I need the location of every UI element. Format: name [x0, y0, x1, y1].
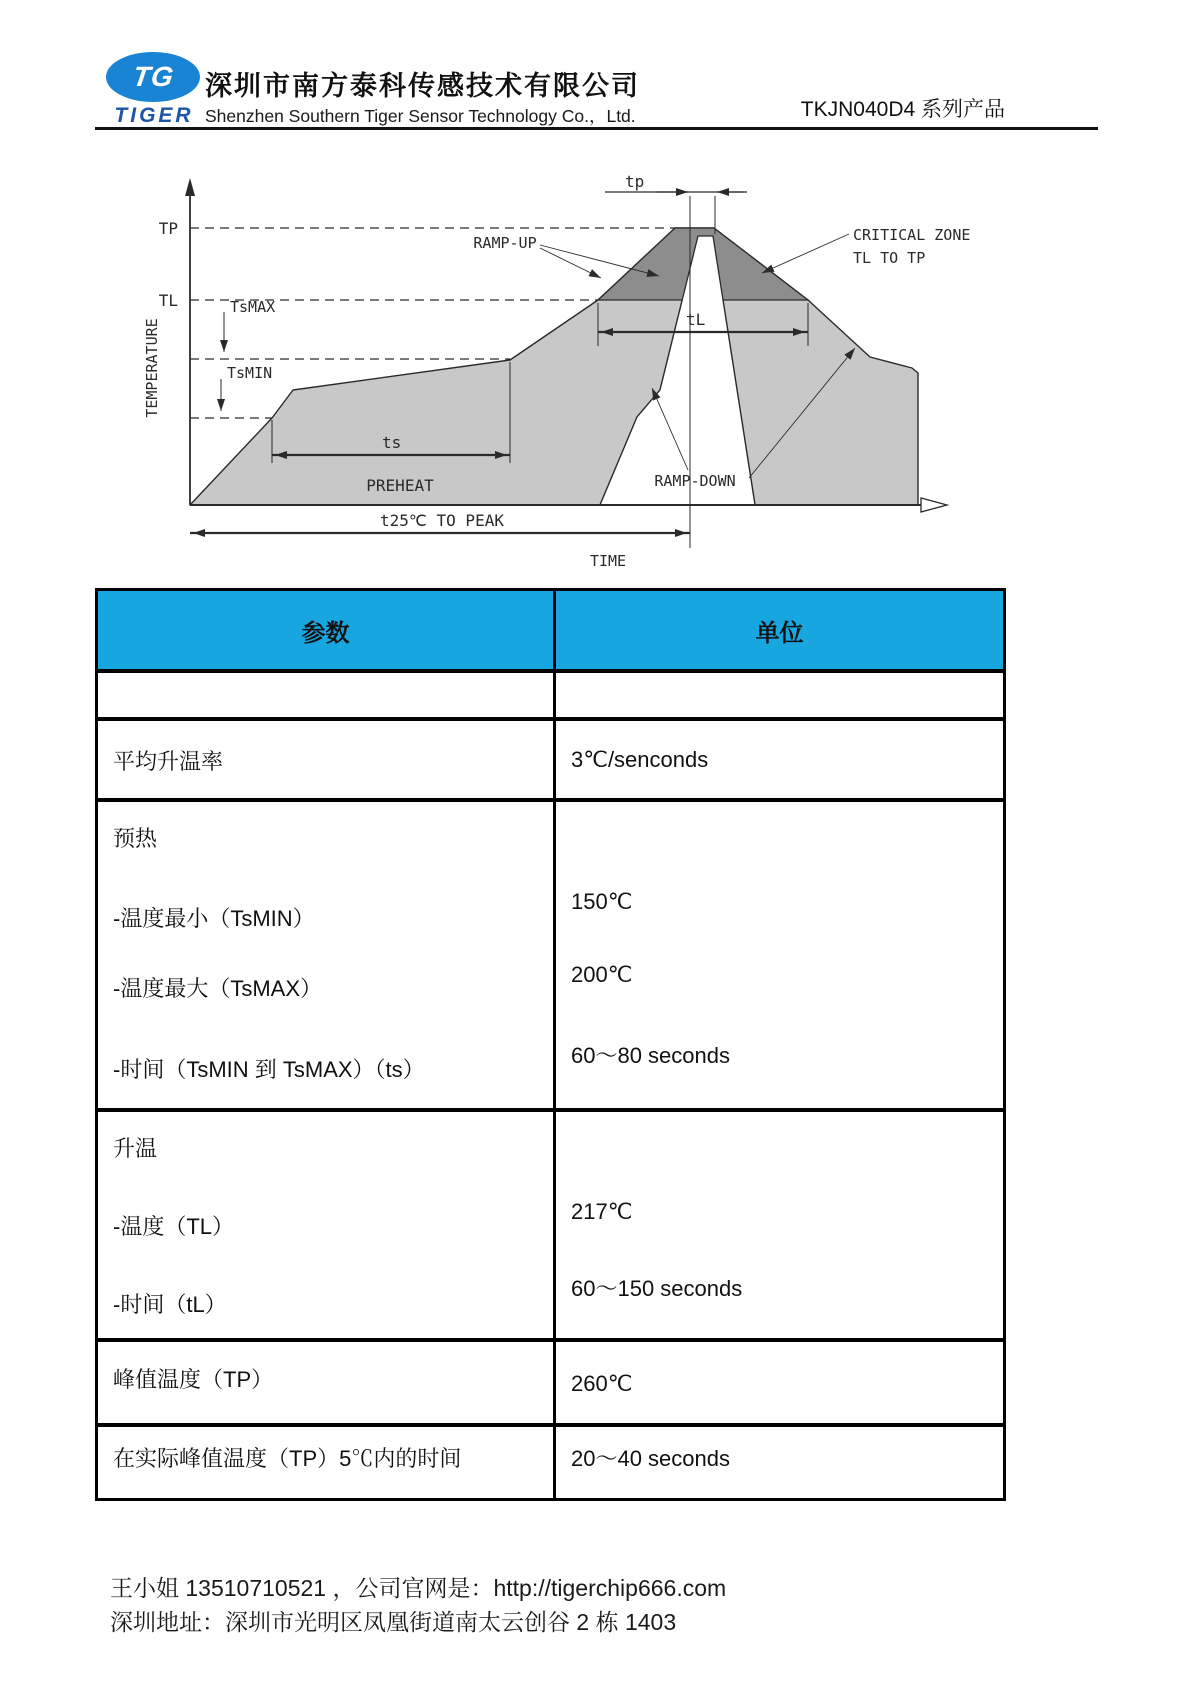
- reflow-profile-diagram: [135, 160, 1005, 580]
- ts-dim-label: ts: [382, 433, 402, 452]
- table-row-time-at-peak: [98, 1423, 1003, 1498]
- unit-text: 20～40 seconds: [571, 1446, 730, 1471]
- tsmin-label: TsMIN: [227, 364, 273, 382]
- tsmax-label: TsMAX: [230, 298, 276, 316]
- ramp-down-label: RAMP-DOWN: [654, 472, 736, 490]
- product-series-title: TKJN040D4 系列产品: [800, 98, 1005, 121]
- footer-contact-line: 王小姐 13510710521 ，公司官网是：http://tigerchip666.com: [110, 1575, 727, 1601]
- unit-header-cell: 单位: [553, 591, 1003, 669]
- unit-text: 3℃/senconds: [571, 747, 709, 772]
- temperature-axis-label: TEMPERATURE: [143, 318, 161, 418]
- header-divider: [95, 127, 1098, 130]
- table-row-empty: [98, 669, 1003, 717]
- tp-level-label: TP: [158, 219, 178, 238]
- unit-text: 60～150 seconds: [571, 1276, 743, 1301]
- unit-text: 200℃: [571, 962, 633, 987]
- table-row-ramp-up: [98, 1108, 1003, 1338]
- time-axis-label: TIME: [589, 552, 627, 570]
- param-text: 预热: [113, 826, 158, 851]
- critical-zone-label-2: TL TO TP: [853, 249, 926, 267]
- logo-tg-text: TG: [130, 61, 176, 92]
- param-text: -温度（TL）: [113, 1214, 235, 1239]
- critical-zone-label-1: CRITICAL ZONE: [853, 226, 971, 244]
- tl-dim-label: tL: [686, 310, 706, 329]
- unit-text: 60～80 seconds: [571, 1043, 730, 1068]
- param-text: -时间（TsMIN 到 TsMAX）（ts）: [113, 1057, 425, 1082]
- footer-contact: [110, 1571, 726, 1639]
- tl-level-label: TL: [158, 291, 178, 310]
- param-text: 峰值温度（TP）: [113, 1367, 274, 1392]
- company-logo: [106, 52, 202, 128]
- reflow-profile-svg: [135, 160, 1005, 580]
- profile-band: [190, 228, 918, 505]
- t25-label: t25℃ TO PEAK: [380, 511, 504, 530]
- logo-tg-icon: [106, 52, 200, 102]
- param-cell: [98, 1427, 553, 1498]
- company-name-cn: 深圳市南方泰科传感技术有限公司: [205, 71, 640, 101]
- unit-text: 217℃: [571, 1199, 633, 1224]
- unit-cell: [553, 1112, 1003, 1338]
- param-cell: [98, 1112, 553, 1338]
- param-header-cell: 参数: [301, 619, 350, 647]
- param-text: 平均升温率: [113, 749, 224, 774]
- unit-text: 150℃: [571, 889, 633, 914]
- table-row-ramp-rate: [98, 717, 1003, 798]
- ramp-up-label: RAMP-UP: [473, 234, 537, 252]
- table-row-peak-temp: [98, 1338, 1003, 1423]
- param-cell: [98, 721, 553, 798]
- x-axis-arrow-icon: [921, 498, 947, 512]
- unit-cell: [553, 1427, 1003, 1498]
- y-axis-arrow-icon: [185, 178, 195, 196]
- unit-cell: [553, 802, 1003, 1108]
- param-cell: [98, 802, 553, 1108]
- param-cell: [98, 1342, 553, 1423]
- footer-address-line: 深圳地址：深圳市光明区凤凰街道南太云创谷 2 栋 1403: [110, 1609, 677, 1635]
- tp-dim-label: tp: [625, 172, 645, 191]
- unit-cell: [553, 721, 1003, 798]
- logo-tiger-text: TIGER: [114, 104, 194, 127]
- param-text: 升温: [113, 1136, 158, 1161]
- table-row-preheat: [98, 798, 1003, 1108]
- parameter-table: [95, 588, 1006, 1501]
- unit-cell: [553, 1342, 1003, 1423]
- company-name-en: Shenzhen Southern Tiger Sensor Technology Co.，Ltd.: [205, 106, 636, 126]
- param-text: -温度最小（TsMIN）: [113, 906, 315, 931]
- unit-text: 260℃: [571, 1371, 633, 1396]
- table-header-row: [98, 591, 1003, 669]
- critical-zone-leader: [762, 234, 849, 273]
- param-text: -时间（tL）: [113, 1292, 227, 1317]
- preheat-label: PREHEAT: [366, 476, 434, 495]
- param-text: 在实际峰值温度（TP）5℃内的时间: [113, 1446, 462, 1471]
- param-cell: [98, 673, 553, 717]
- param-text: -温度最大（TsMAX）: [113, 976, 323, 1001]
- unit-cell: [553, 673, 1003, 717]
